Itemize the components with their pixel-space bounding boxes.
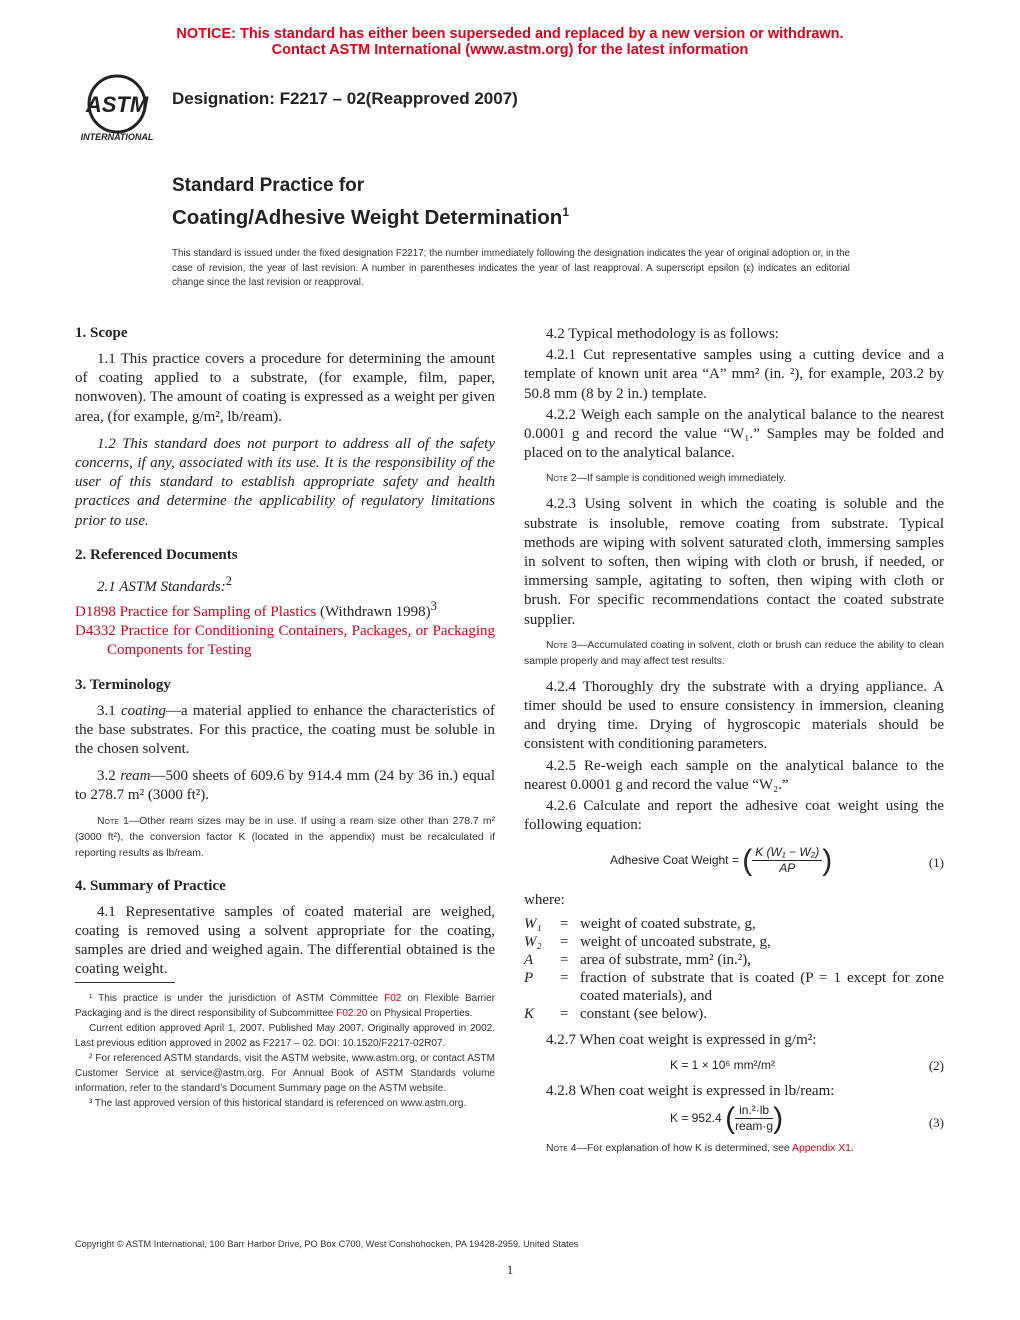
note-1: Note 1—Other ream sizes may be in use. If using a ream size other than 278.7 m² (3000 ft²), the conversion factor K (located in the appendix) must be recalculated if reporting results as lb/ream. xyxy=(75,815,495,859)
section-heading-terminology: 3. Terminology xyxy=(75,676,171,693)
section-heading-summary: 4. Summary of Practice xyxy=(75,877,226,894)
equation-3-lhs: K = 952.4 xyxy=(670,1110,722,1125)
document-title xyxy=(172,174,569,232)
equals-sign: = xyxy=(560,951,569,968)
para-3-2: 3.2 ream—500 sheets of 609.6 by 914.4 mm (24 by 36 in.) equal to 278.7 m² (3000 ft²). xyxy=(75,768,495,804)
equation-1-fraction: $\frac{\text{K (W₁ − W₂)}}{AP}$ xyxy=(752,845,822,876)
issuance-note: This standard is issued under the fixed designation F2217; the number immediately following the designation indicates the year of original adoption or, in the case of revision, the year of last revision. A number in parentheses indicates the year of last reapproval. A superscript epsilon (ε) indicates an editorial change since the last revision or reapproval. xyxy=(172,248,850,288)
equals-sign: = xyxy=(560,933,569,950)
footnote-2: ² For referenced ASTM standards, visit the ASTM website, www.astm.org, or contact ASTM Customer Service at service@astm.org. For Annual Book of ASTM Standards volume information, refer to the standard’s Document Summary page on the ASTM website. xyxy=(75,1053,495,1094)
variable-description: area of substrate, mm² (in.²), xyxy=(580,951,752,968)
para-4-2: 4.2 Typical methodology is as follows: xyxy=(546,326,779,342)
title-line-2: Coating/Adhesive Weight Determination$^1$ xyxy=(172,205,569,229)
para-1-2: 1.2 This standard does not purport to address all of the safety concerns, if any, associated with its use. It is the responsibility of the user of this standard to establish appropriate safety and health practices and determine the applicability of regulatory limitations prior to use. xyxy=(75,435,495,529)
variable-definition-row xyxy=(524,1005,944,1023)
equals-sign: = xyxy=(560,969,569,986)
equation-2 xyxy=(524,1050,944,1076)
reference-link[interactable]: Practice for Conditioning Containers, Packages, or Packaging Components for Testing xyxy=(107,623,496,659)
para-3-1: 3.1 coating—a material applied to enhance the characteristics of the base substrates. For this practice, the coating must be soluble in the chosen solvent. xyxy=(75,702,496,758)
subcommittee-link[interactable]: F02.20 xyxy=(336,1008,368,1019)
astm-logo xyxy=(72,72,162,144)
para-4-2-4: 4.2.4 Thoroughly dry the substrate with a drying appliance. A timer should be used to ensure consistency in immersion, cleaning and drying time. Drying of hygroscopic materials should be consistent with conditioning parameters. xyxy=(524,678,944,753)
para-4-2-7: 4.2.7 When coat weight is expressed in g/m²: xyxy=(546,1031,817,1048)
para-4-2-5: 4.2.5 Re-weigh each sample on the analytical balance to the nearest 0.0001 g and record the value “W₂.” xyxy=(524,757,944,793)
variable-symbol: K xyxy=(524,1005,535,1022)
para-1-1: 1.1 This practice covers a procedure for determining the amount of coating applied to a substrate, (for example, film, paper, nonwoven). The amount of coating is expressed as a weight per given area, (for example, g/m², lb/ream). xyxy=(75,351,495,425)
equals-sign: = xyxy=(560,915,569,932)
variable-description: weight of coated substrate, g, xyxy=(580,915,756,932)
note-4: Note 4—For explanation of how K is determined, see Appendix X1. xyxy=(546,1143,854,1155)
variable-description: constant (see below). xyxy=(580,1005,708,1022)
reference-item[interactable]: D1898 Practice for Sampling of Plastics (Withdrawn 1998)$^3$ xyxy=(75,599,437,621)
reference-list xyxy=(75,597,495,661)
reference-link[interactable]: Practice for Sampling of Plastics xyxy=(119,604,317,621)
equation-2-text: K = 1 × 10⁶ mm²/m² xyxy=(670,1057,775,1072)
para-4-2-8: 4.2.8 When coat weight is expressed in lb/ream: xyxy=(546,1082,835,1099)
page-number: 1 xyxy=(506,1262,514,1277)
where-label: where: xyxy=(524,892,565,909)
variable-description: weight of uncoated substrate, g, xyxy=(580,933,771,950)
footnote-3: ³ The last approved version of this historical standard is referenced on www.astm.org. xyxy=(89,1098,467,1109)
reference-item[interactable]: D4332 Practice for Conditioning Containers, Packages, or Packaging Components for Testing xyxy=(75,623,496,659)
variable-definition-row xyxy=(524,933,944,951)
notice-line-1: NOTICE: This standard has either been superseded and replaced by a new version or withdrawn. xyxy=(176,26,844,42)
equation-1-label: Adhesive Coat Weight = xyxy=(610,853,739,868)
para-4-2-3: 4.2.3 Using solvent in which the coating is soluble and the substrate is insoluble, remove coating from substrate. Typical methods are wiping with solvent saturated cloth, immersing samples in solvent to soften, then wiping with cloth or brush, if needed, or immersing sample, agitating to soften, then wiping with cloth or brush. For specific recommendations contact the coated substrate supplier. xyxy=(524,496,944,628)
copyright: Copyright © ASTM International, 100 Barr Harbor Drive, PO Box C700, West Conshohocken, PA 19428-2959. United States xyxy=(75,1239,579,1249)
variable-symbol: W₂ xyxy=(524,933,542,950)
logo-subtext: INTERNATIONAL xyxy=(80,132,154,142)
para-4-2-6: 4.2.6 Calculate and report the adhesive coat weight using the following equation: xyxy=(524,798,944,834)
section-heading-referenced-documents: 2. Referenced Documents xyxy=(75,546,238,563)
equation-3-number: (3) xyxy=(928,1115,944,1131)
para-4-2-1: 4.2.1 Cut representative samples using a cutting device and a template of known unit area “A” mm² (in. ²), for example, 203.2 by 50.8 mm (8 by 2 in.) template. xyxy=(524,347,944,402)
equation-3-fraction: $\frac{\text{in.²·lb}}{\text{ream·g}}$ xyxy=(735,1103,774,1134)
equation-2-number: (2) xyxy=(928,1057,944,1073)
notice-line-2: Contact ASTM International (www.astm.org) for the latest information xyxy=(271,42,749,58)
variable-definition-row xyxy=(524,915,944,933)
footnote-1: ¹ This practice is under the jurisdiction of ASTM Committee F02 on Flexible Barrier Packaging and is the direct responsibility of Subcommittee F02.20 on Physical Properties. xyxy=(75,993,495,1019)
right-column xyxy=(524,325,944,1157)
committee-link[interactable]: F02 xyxy=(384,993,402,1004)
logo-text: ASTM xyxy=(85,92,149,117)
footnote-edition: Current edition approved April 1, 2007. Published May 2007. Originally approved in 2002. Last previous edition approved in 2002 as F2217 – 02. DOI: 10.1520/F2217-02R07. xyxy=(75,1023,495,1049)
variable-symbol: P xyxy=(524,969,534,986)
footnote-divider xyxy=(75,982,175,983)
section-heading-scope: 1. Scope xyxy=(75,325,128,341)
equation-3: K = 952.4 ( $\frac{\text{in.²·lb}}{\text{ream·g}}$ ) (3) xyxy=(670,1101,944,1135)
variable-definition-row xyxy=(524,951,944,969)
notice-banner xyxy=(0,26,1020,58)
para-2-1: 2.1 ASTM Standards:$^2$ xyxy=(97,573,233,595)
left-column xyxy=(75,323,495,979)
footnotes xyxy=(75,991,495,1111)
para-4-1: 4.1 Representative samples of coated material are weighed, coating is removed using a solvent appropriate for the coating, samples are dried and weighed again. The differential obtained is the coating weight. xyxy=(75,903,495,978)
appendix-link[interactable]: Appendix X1 xyxy=(792,1143,851,1155)
equals-sign: = xyxy=(560,1005,569,1022)
variable-description: fraction of substrate that is coated (P = 1 except for zone coated materials), and xyxy=(580,969,944,1004)
note-2: Note 2—If sample is conditioned weigh immediately. xyxy=(546,473,787,485)
equation-1: Adhesive Coat Weight = ( $\frac{\text{K (W₁ − W₂)}}{AP}$ ) (1) xyxy=(610,844,944,878)
variable-definition-row xyxy=(524,969,944,1005)
note-3: Note 3—Accumulated coating in solvent, cloth or brush can reduce the ability to clean sample properly and may affect test results. xyxy=(524,639,945,667)
para-4-2-2: 4.2.2 Weigh each sample on the analytical balance to the nearest 0.0001 g and record the value “W₁.” Samples may be folded and placed on to the analytical balance. xyxy=(524,406,944,462)
variable-symbol: W₁ xyxy=(524,915,542,932)
variable-symbol: A xyxy=(524,951,534,968)
designation: Designation: F2217 – 02(Reapproved 2007) xyxy=(172,89,518,108)
equation-1-number: (1) xyxy=(928,855,944,871)
title-line-1: Standard Practice for xyxy=(172,175,365,196)
astm-logo-icon xyxy=(72,72,162,144)
variable-definitions xyxy=(524,915,944,1023)
